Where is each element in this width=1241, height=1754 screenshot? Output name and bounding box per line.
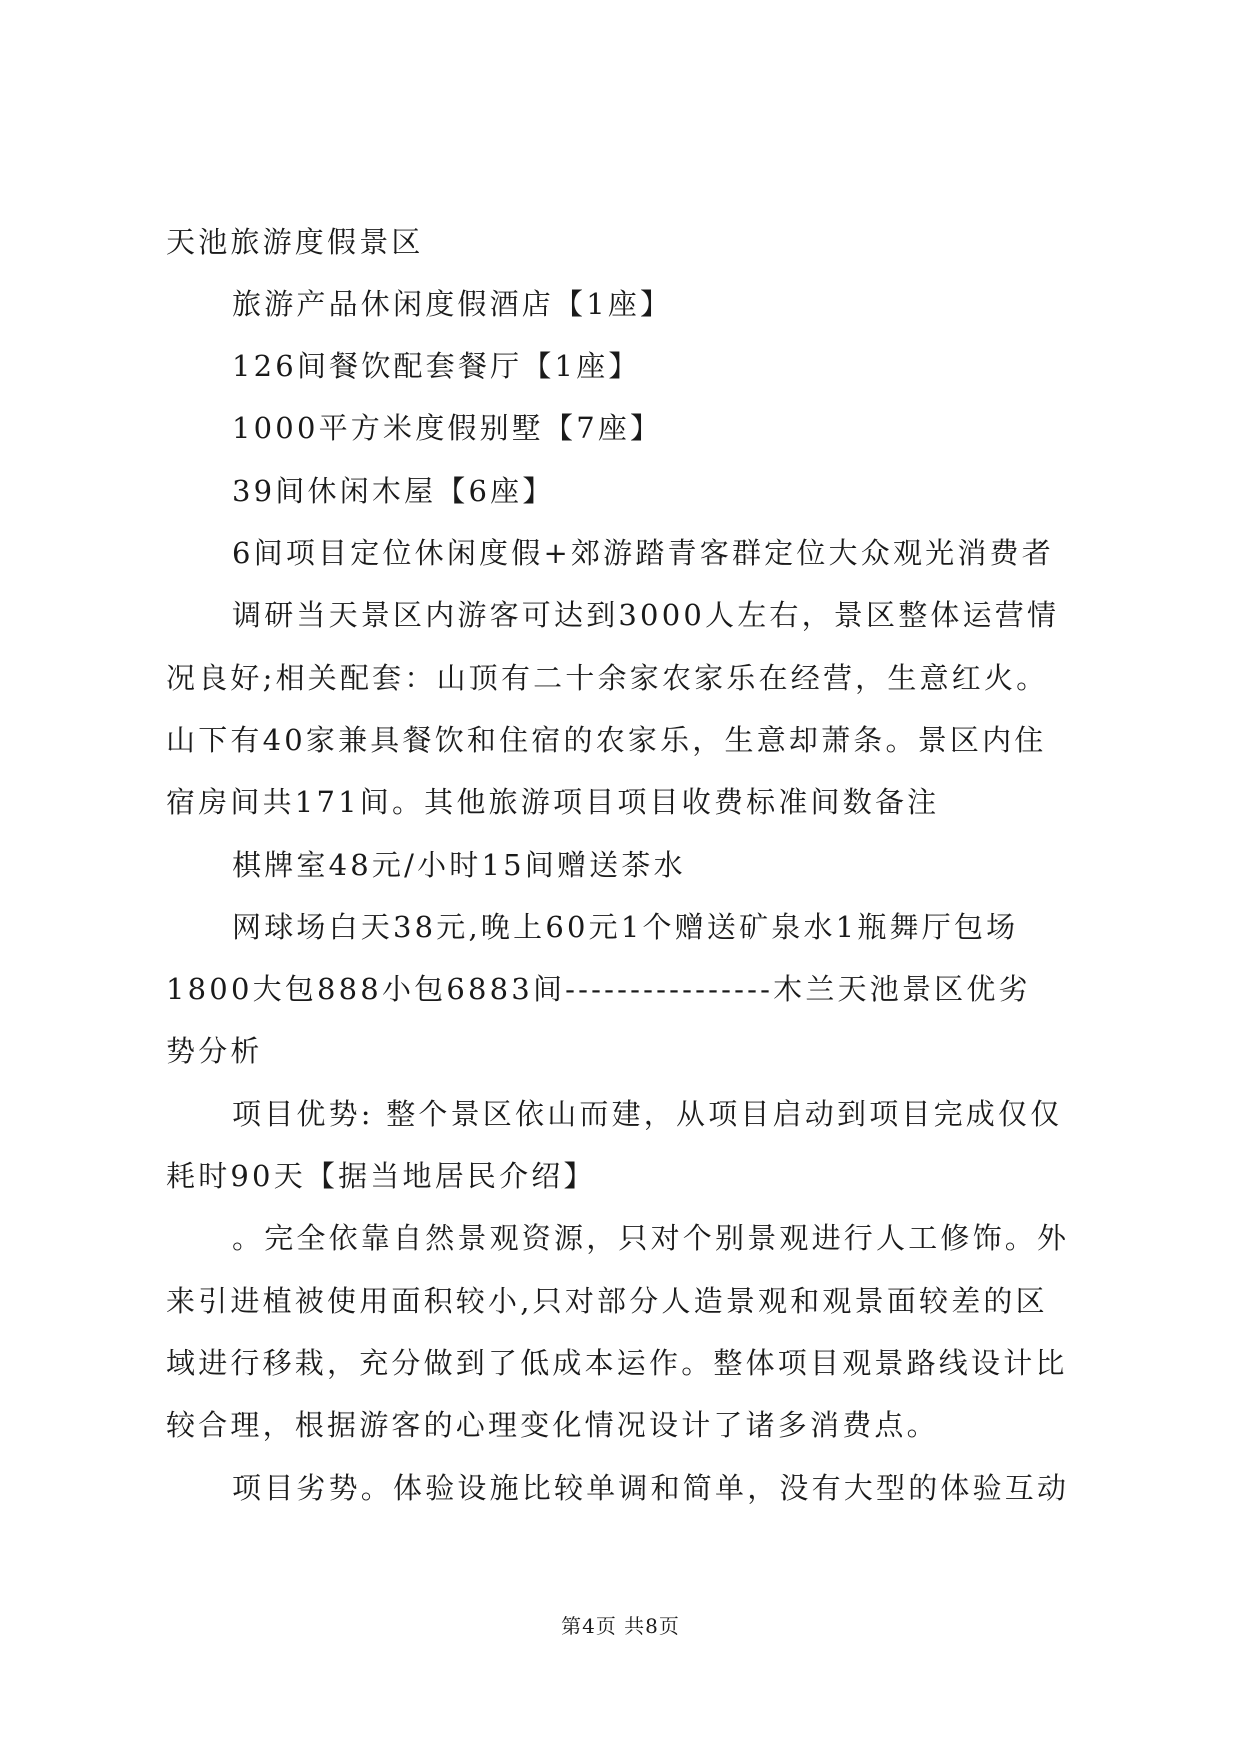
text-line: 126间餐饮配套餐厅【1座】 [232,349,641,383]
text-line: 6间项目定位休闲度假+郊游踏青客群定位大众观光消费者 [232,536,1054,570]
text-line: 势分析 [166,1034,263,1068]
text-line: 旅游产品休闲度假酒店【1座】 [232,287,673,321]
document-title: 天池旅游度假景区 [166,225,424,259]
text-line: 1000平方米度假别墅【7座】 [232,411,663,445]
text-line: 1800大包888小包6883间----------------木兰天池景区优劣 [166,972,1031,1006]
text-line: 39间休闲木屋【6座】 [232,474,555,508]
page-footer: 第4页 共8页 [561,1614,680,1638]
text-line: 调研当天景区内游客可达到3000人左右，景区整体运营情 [232,598,1060,632]
text-line: 来引进植被使用面积较小,只对部分人造景观和观景面较差的区 [166,1284,1048,1318]
text-line: 项目优势: 整个景区依山而建，从项目启动到项目完成仅仅 [232,1097,1063,1131]
text-line: 项目劣势。体验设施比较单调和简单，没有大型的体验互动 [232,1471,1070,1505]
text-line: 。完全依靠自然景观资源，只对个别景观进行人工修饰。外 [232,1221,1070,1255]
text-line: 较合理，根据游客的心理变化情况设计了诸多消费点。 [166,1408,939,1442]
text-line: 况良好;相关配套：山顶有二十余家农家乐在经营，生意红火。 [166,661,1049,695]
text-line: 宿房间共171间。其他旅游项目项目收费标准间数备注 [166,785,940,819]
text-line: 棋牌室48元/小时15间赠送茶水 [232,848,686,882]
text-line: 网球场白天38元,晚上60元1个赠送矿泉水1瓶舞厅包场 [232,910,1019,944]
text-line: 山下有40家兼具餐饮和住宿的农家乐，生意却萧条。景区内住 [166,723,1047,757]
text-line: 域进行移栽，充分做到了低成本运作。整体项目观景路线设计比 [166,1346,1068,1380]
text-line: 耗时90天【据当地居民介绍】 [166,1159,596,1193]
